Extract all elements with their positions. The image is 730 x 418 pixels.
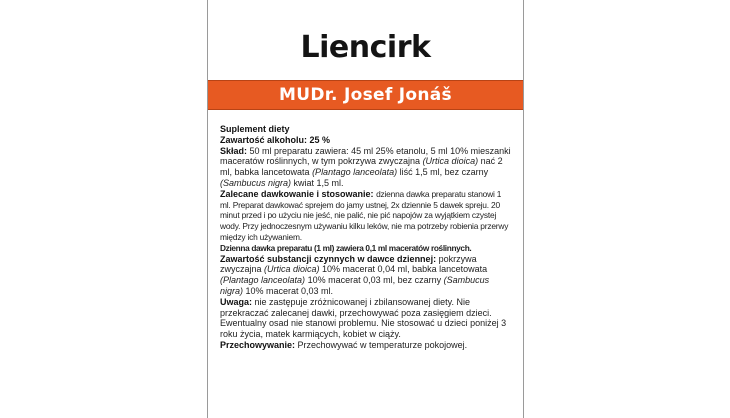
alcohol-label: Zawartość alkoholu: xyxy=(220,134,308,145)
composition: Skład: 50 ml preparatu zawiera: 45 ml 25% etanolu, 5 ml 10% mieszanki maceratów roślinnych, w tym pokrzywa zwyczajna (Urtica dioica) nać 2 ml, babka lancetowata (Plantago lanceolata) liść 1,5 ml, bez czarny (Sambucus nigra) kwiat 1,5 ml. xyxy=(220,145,511,188)
warning-label: Uwaga: xyxy=(220,296,253,307)
product-type: Suplement diety xyxy=(220,124,290,134)
label-content xyxy=(220,124,511,351)
warning-text: nie zastępuje zróżnicowanej i zbilansowanej diety. Nie przekraczać zalecanej dawki, przechowywać poza zasięgiem dzieci. Ewentualny osad nie stanowi problemu. Nie stosować u dzieci poniżej 3 roku życia, matek karmiących, kobiet w ciąży. xyxy=(220,296,507,340)
dosage-text: dzienna dawka preparatu stanowi 1 ml. Preparat dawkować sprejem do jamy ustnej, 2x dziennie 5 dawek spreju. 20 minut przed i po użyciu nie jeść, nie palić, nie pić napojów za wyjątkiem czystej wody. Przy jednoczesnym używaniu kilku leków, nie ma potrzeby robienia przerwy między ich używaniem. xyxy=(220,188,509,242)
storage xyxy=(220,340,511,351)
daily-dose: Dzienna dawka preparatu (1 ml) zawiera 0,1 ml maceratów roślinnych. xyxy=(220,242,472,253)
alcohol-value: 25 % xyxy=(309,134,331,145)
dosage xyxy=(220,189,511,243)
author-name: MUDr. Josef Jonáš xyxy=(279,85,452,105)
author-band xyxy=(208,80,523,110)
alcohol-content xyxy=(220,135,511,146)
dosage-label: Zalecane dawkowanie i stosowanie: xyxy=(220,188,374,199)
storage-text: Przechowywać w temperaturze pokojowej. xyxy=(295,339,468,350)
active-substances: Zawartość substancji czynnych w dawce dziennej: pokrzywa zwyczajna (Urtica dioica) 10% macerat 0,04 ml, babka lancetowata (Plantago lanceolata) 10% macerat 0,03 ml, bez czarny (Sambucus nigra) 10% macerat 0,03 ml. xyxy=(220,253,490,296)
product-title: Liencirk xyxy=(300,30,431,65)
composition-label: Skład: xyxy=(220,145,248,156)
active-label: Zawartość substancji czynnych w dawce dziennej: xyxy=(220,253,437,264)
product-label xyxy=(207,0,524,418)
warning xyxy=(220,297,511,340)
storage-label: Przechowywanie: xyxy=(220,339,296,350)
